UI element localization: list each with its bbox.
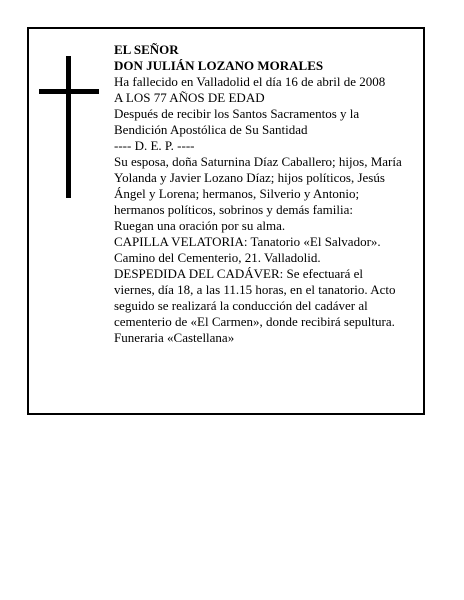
obituary-age: A LOS 77 AÑOS DE EDAD — [114, 90, 265, 105]
obituary-funeral-home: Funeraria «Castellana» — [114, 330, 235, 345]
obituary-death-date: Ha fallecido en Valladolid el día 16 de abril de 2008 — [114, 74, 386, 89]
obituary-title-line1: EL SEÑOR — [114, 42, 179, 57]
cross-horizontal-bar — [39, 89, 99, 94]
obituary-farewell-line1: DESPEDIDA DEL CADÁVER: Se efectuará el — [114, 266, 363, 281]
obituary-deceased-name: DON JULIÁN LOZANO MORALES — [114, 58, 324, 73]
cross-vertical-bar — [66, 56, 71, 198]
obituary-wake-address: Camino del Cementerio, 21. Valladolid. — [114, 250, 321, 265]
obituary-notice — [27, 27, 425, 415]
obituary-prayer-request: Ruegan una oración por su alma. — [114, 218, 286, 233]
obituary-farewell-line4: cementerio de «El Carmen», donde recibirá sepultura. — [114, 314, 395, 329]
obituary-family-line2: Yolanda y Javier Lozano Díaz; hijos políticos, Jesús — [114, 170, 385, 185]
obituary-dep: ---- D. E. P. ---- — [114, 138, 195, 153]
obituary-farewell-line3: seguido se realizará la conducción del cadáver al — [114, 298, 368, 313]
obituary-sacraments-line1: Después de recibir los Santos Sacramentos y la — [114, 106, 360, 121]
obituary-text — [114, 42, 414, 346]
obituary-family-line4: hermanos políticos, sobrinos y demás familia: — [114, 202, 354, 217]
obituary-sacraments-line2: Bendición Apostólica de Su Santidad — [114, 122, 308, 137]
cross-icon — [39, 56, 99, 198]
obituary-family-line3: Ángel y Lorena; hermanos, Silverio y Antonio; — [114, 186, 360, 201]
obituary-farewell-line2: viernes, día 18, a las 11.15 horas, en el tanatorio. Acto — [114, 282, 396, 297]
obituary-wake-chapel: CAPILLA VELATORIA: Tanatorio «El Salvador». — [114, 234, 381, 249]
obituary-family-line1: Su esposa, doña Saturnina Díaz Caballero; hijos, María — [114, 154, 402, 169]
